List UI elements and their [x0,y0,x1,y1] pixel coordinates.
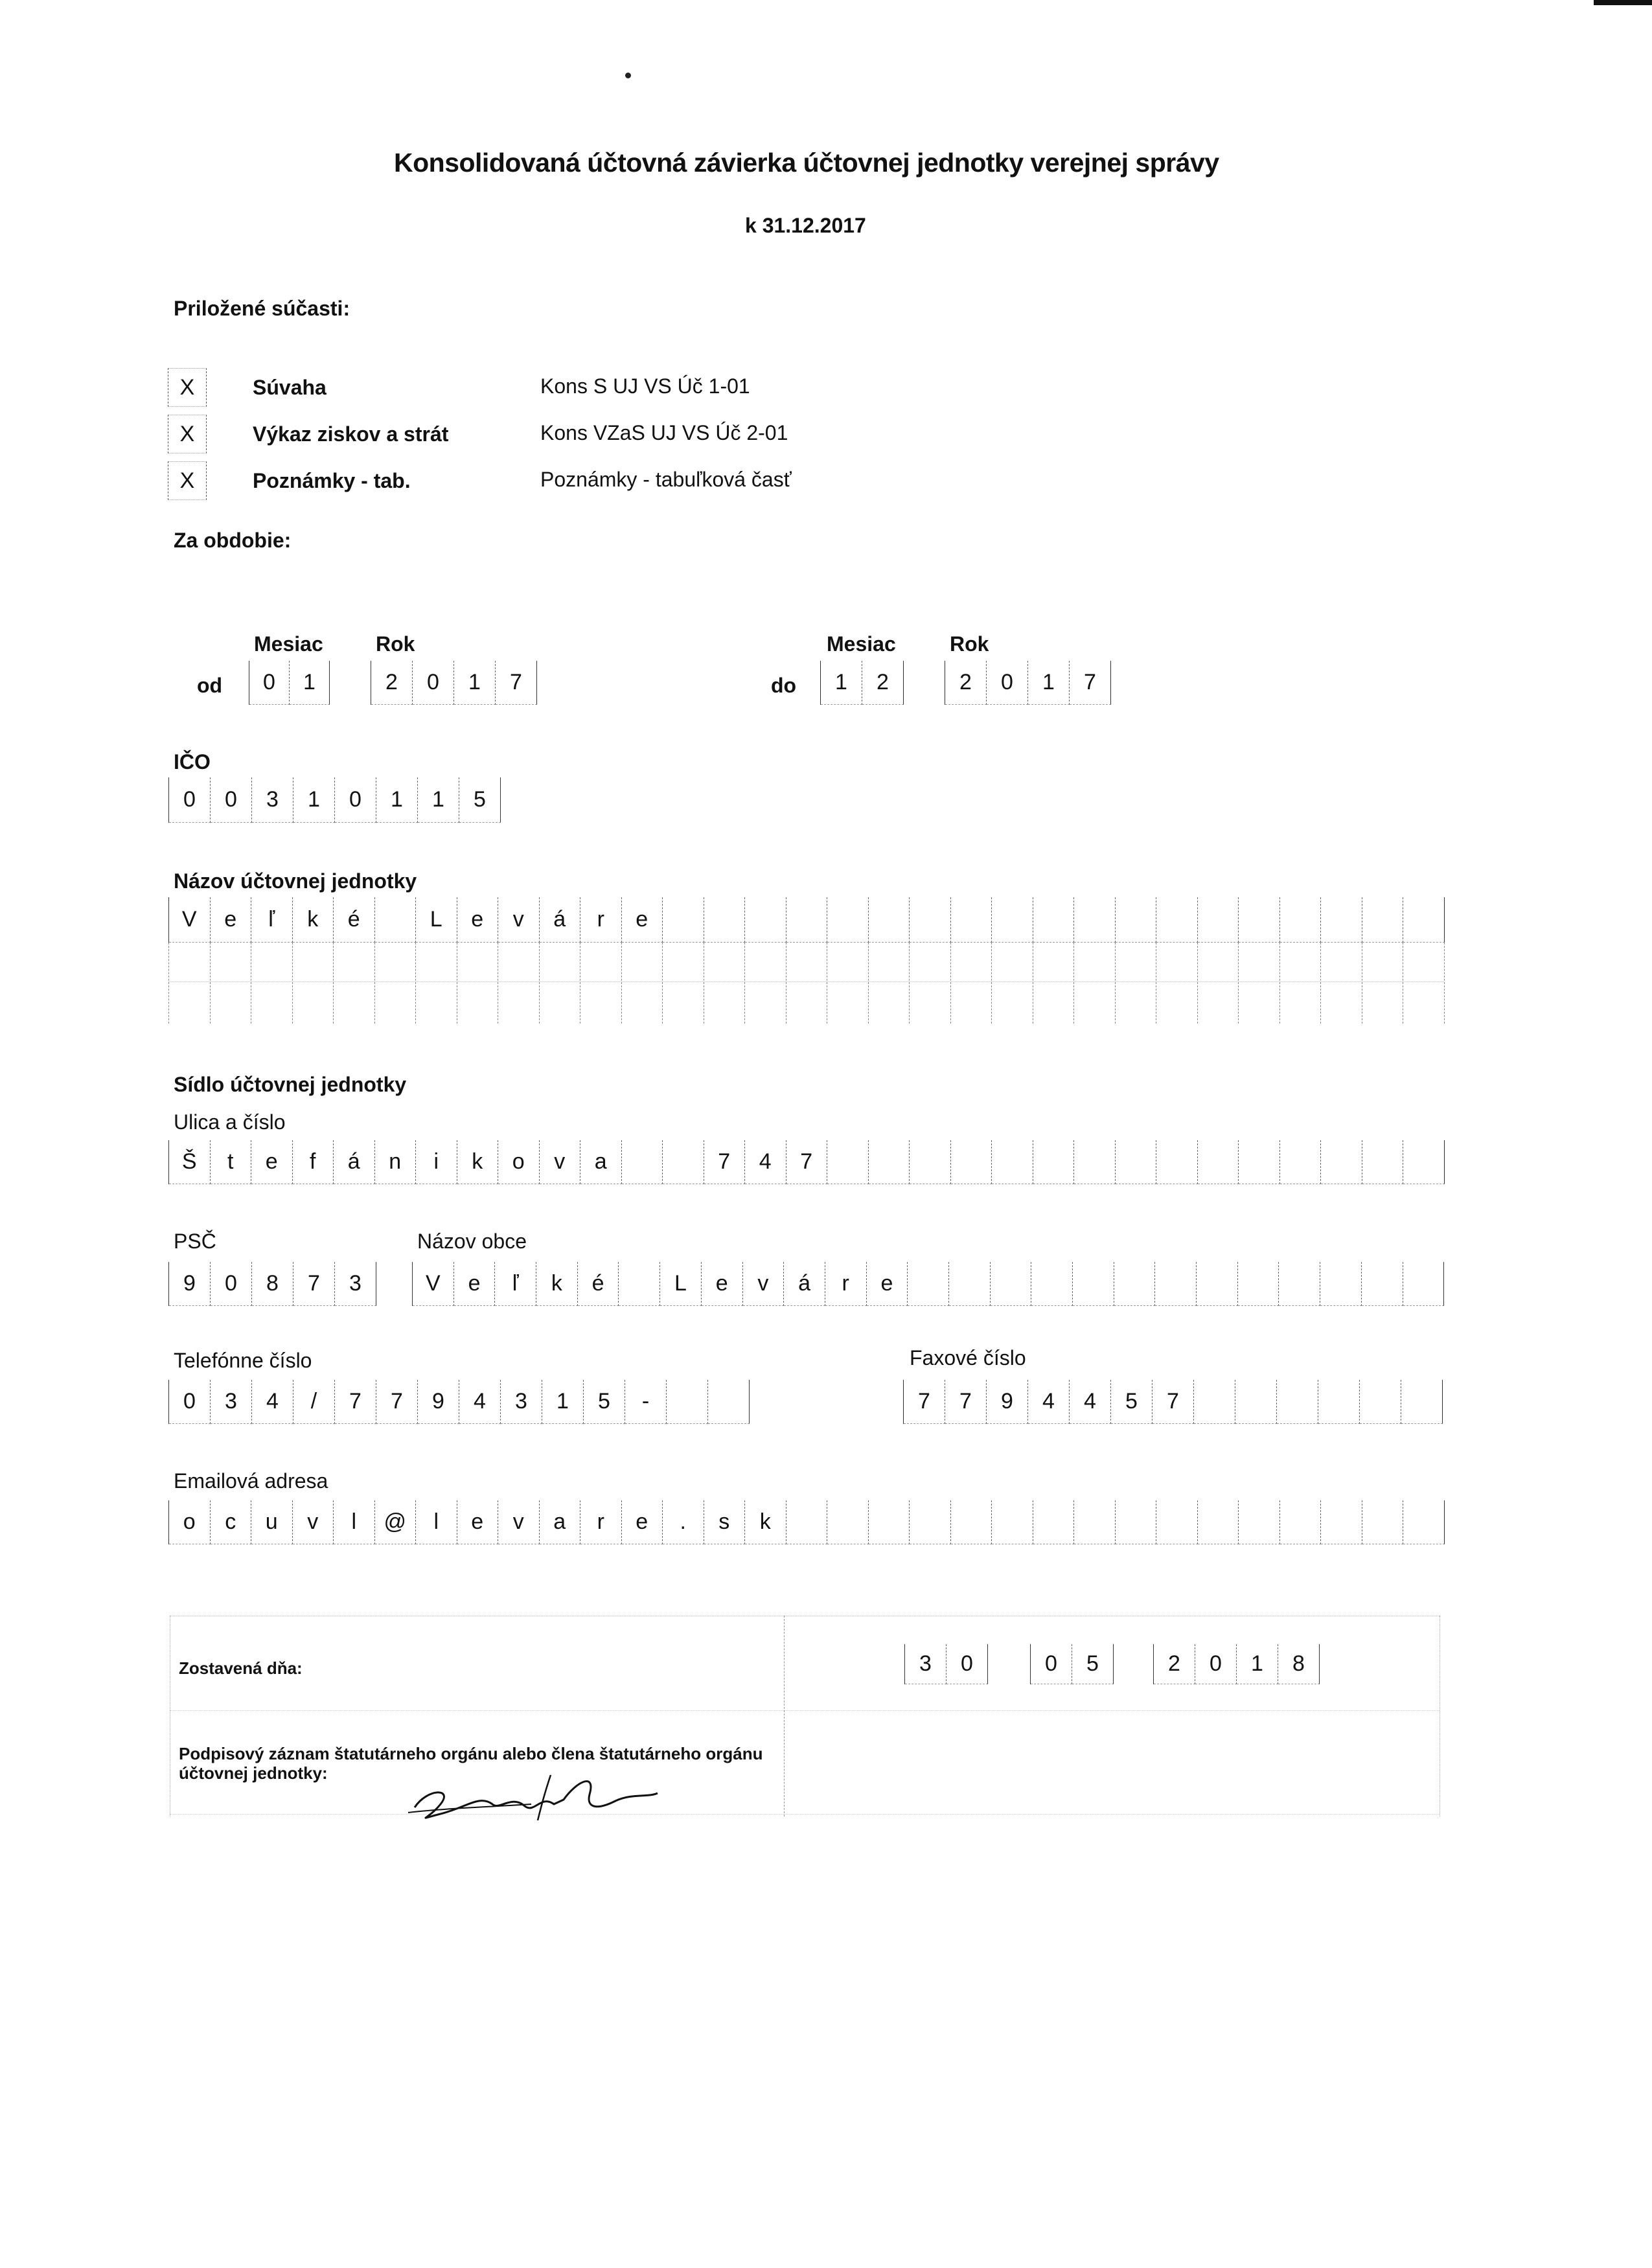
to-label: do [771,674,797,697]
char-cell: 7 [904,1380,945,1424]
grid-line [333,943,334,1024]
grid-line [168,943,169,1024]
char-cell: 1 [454,661,496,705]
char-cell [992,897,1033,943]
char-cell: 5 [459,777,501,823]
char-cell [1235,1380,1277,1424]
char-cell: 7 [704,1140,746,1184]
char-cell [869,1140,910,1184]
char-cell: 1 [1237,1644,1278,1684]
char-cell [1362,1262,1403,1306]
char-cell: ľ [251,897,293,943]
grid-line [991,943,992,1024]
char-cell [1403,897,1445,943]
compiled-date-label: Zostavená dňa: [179,1658,303,1678]
char-cell: 7 [1070,661,1111,705]
char-cell [1360,1380,1401,1424]
phone-label: Telefónne číslo [174,1349,312,1372]
email-label: Emailová adresa [174,1469,328,1493]
char-cell: 2 [945,661,987,705]
char-cell: a [580,1140,622,1184]
entity-name-label: Názov účtovnej jednotky [174,869,417,893]
char-cell: u [251,1500,293,1544]
char-cell: 2 [371,661,413,705]
street-field[interactable] [168,1140,1445,1184]
char-cell [1401,1380,1443,1424]
component-name: Súvaha [253,376,327,399]
grid-line [909,943,910,1024]
grid-line [539,943,540,1024]
char-cell: é [334,897,375,943]
char-cell: r [580,1500,622,1544]
char-cell: 4 [1070,1380,1111,1424]
char-cell: l [334,1500,375,1544]
grid-line [744,943,745,1024]
char-cell [1321,897,1362,943]
char-cell: 2 [862,661,904,705]
ico-label: IČO [174,750,211,773]
char-cell [1239,897,1280,943]
as-of-date: k 31.12.2017 [745,214,866,237]
char-cell: e [251,1140,293,1184]
char-cell: 0 [413,661,454,705]
char-cell [1114,1262,1156,1306]
char-cell [827,1140,869,1184]
char-cell: 7 [376,1380,418,1424]
char-cell [1362,897,1404,943]
char-cell [708,1380,750,1424]
char-cell: k [745,1500,786,1544]
phone-field[interactable] [168,1380,750,1424]
char-cell: k [293,897,334,943]
city-label: Názov obce [417,1230,527,1253]
char-cell [786,897,828,943]
char-cell [1116,897,1157,943]
char-cell: 0 [249,661,290,705]
char-cell: 3 [501,1380,542,1424]
component-code: Kons S UJ VS Úč 1-01 [540,374,750,398]
char-cell [992,1500,1033,1544]
char-cell: 1 [376,777,418,823]
grid-line [1197,943,1198,1024]
char-cell: 8 [1278,1644,1320,1684]
grid-line [415,943,416,1024]
char-cell: 0 [211,1262,252,1306]
char-cell [1198,1500,1239,1544]
char-cell: V [413,1262,454,1306]
char-cell: á [334,1140,375,1184]
char-cell: o [169,1500,211,1544]
char-cell [663,897,704,943]
char-cell: é [578,1262,619,1306]
entity-name-field-row1[interactable] [168,897,1445,943]
grid-line [292,943,293,1024]
char-cell [622,1140,663,1184]
char-cell [1279,1262,1320,1306]
char-cell [949,1262,991,1306]
char-cell [910,1500,951,1544]
char-cell: 1 [418,777,459,823]
char-cell: 4 [459,1380,501,1424]
char-cell [667,1380,708,1424]
char-cell [1198,897,1239,943]
char-cell: e [702,1262,743,1306]
char-cell [869,897,910,943]
grid-line [374,943,375,1024]
scan-dot [625,73,631,78]
char-cell [1197,1262,1238,1306]
char-cell [1280,1140,1322,1184]
grid-line [1115,943,1116,1024]
char-cell: 1 [293,777,335,823]
street-label: Ulica a číslo [174,1110,286,1134]
char-cell: o [498,1140,540,1184]
char-cell: . [663,1500,704,1544]
char-cell: 7 [496,661,537,705]
char-cell: L [416,897,457,943]
char-cell: Š [169,1140,211,1184]
char-cell [1321,1140,1362,1184]
char-cell: 1 [1028,661,1070,705]
to-month-field[interactable] [820,661,904,705]
char-cell: t [211,1140,252,1184]
char-cell: 0 [169,1380,211,1424]
char-cell: c [211,1500,252,1544]
char-cell: á [784,1262,825,1306]
grid-line [662,943,663,1024]
grid-line [1320,943,1321,1024]
from-month-field[interactable] [249,661,330,705]
char-cell: 8 [252,1262,293,1306]
char-cell [663,1140,704,1184]
char-cell [1198,1140,1239,1184]
char-cell: 3 [211,1380,252,1424]
char-cell: ľ [495,1262,536,1306]
char-cell: l [416,1500,457,1544]
char-cell: i [416,1140,457,1184]
char-cell: e [622,1500,663,1544]
grid-line [210,943,211,1024]
grid-line [1444,943,1445,1024]
char-cell [910,1140,951,1184]
char-cell: 3 [252,777,293,823]
char-cell: á [540,897,581,943]
char-cell [908,1262,949,1306]
char-cell: e [211,897,252,943]
char-cell: f [293,1140,334,1184]
char-cell: e [454,1262,496,1306]
char-cell [1031,1262,1073,1306]
char-cell: v [540,1140,581,1184]
char-cell: v [743,1262,785,1306]
char-cell: L [660,1262,702,1306]
char-cell: e [457,897,499,943]
char-cell: n [375,1140,417,1184]
char-cell [991,1262,1032,1306]
fax-label: Faxové číslo [910,1346,1026,1369]
to-month-label: Mesiac [827,632,896,656]
seat-heading: Sídlo účtovnej jednotky [174,1073,407,1096]
compiled-month-field[interactable] [1030,1644,1114,1684]
from-year-field[interactable] [371,661,537,705]
char-cell [1074,1500,1116,1544]
char-cell: @ [375,1500,417,1544]
char-cell [1156,1140,1198,1184]
char-cell: 0 [335,777,376,823]
char-cell: 4 [252,1380,293,1424]
char-cell [1403,1140,1445,1184]
char-cell [1194,1380,1235,1424]
char-cell [1155,1262,1197,1306]
component-name: Poznámky - tab. [253,469,411,492]
grid-line [621,943,622,1024]
char-cell: / [293,1380,335,1424]
char-cell: a [540,1500,581,1544]
char-cell [704,897,746,943]
char-cell [1321,1500,1362,1544]
signature-label-line2: účtovnej jednotky: [179,1763,328,1783]
char-cell: v [498,1500,540,1544]
grid-line [168,981,1444,982]
char-cell [375,897,417,943]
char-cell: e [457,1500,499,1544]
handwritten-signature [402,1769,674,1827]
psc-field[interactable] [168,1262,376,1306]
char-cell [992,1140,1033,1184]
char-cell [1033,1140,1075,1184]
char-cell [1033,1500,1075,1544]
char-cell: 3 [335,1262,376,1306]
char-cell [745,897,786,943]
char-cell: 0 [211,777,252,823]
char-cell: 0 [987,661,1028,705]
char-cell: 0 [1031,1644,1072,1684]
char-cell [1239,1140,1280,1184]
char-cell: 5 [584,1380,625,1424]
char-cell [1239,1500,1280,1544]
to-year-field[interactable] [945,661,1111,705]
char-cell: 5 [1111,1380,1153,1424]
char-cell [1277,1380,1318,1424]
char-cell [1403,1262,1445,1306]
compiled-year-field[interactable] [1153,1644,1320,1684]
char-cell: v [498,897,540,943]
checkbox-balance-sheet[interactable]: X [168,368,207,407]
components-heading: Priložené súčasti: [174,297,350,320]
signature-frame-bottom [170,1814,1440,1815]
char-cell: 7 [786,1140,828,1184]
char-cell [1033,897,1075,943]
char-cell [951,1140,992,1184]
char-cell [1280,1500,1322,1544]
char-cell [1073,1262,1114,1306]
char-cell [1362,1140,1404,1184]
char-cell: 3 [905,1644,946,1684]
fax-field[interactable] [903,1380,1443,1424]
char-cell: 0 [169,777,211,823]
char-cell: 9 [987,1380,1028,1424]
grid-line [1279,943,1280,1024]
char-cell [1362,1500,1404,1544]
from-label: od [197,674,223,697]
email-field[interactable] [168,1500,1445,1544]
char-cell [910,897,951,943]
from-month-label: Mesiac [254,632,323,656]
char-cell: 7 [335,1380,376,1424]
char-cell: 7 [945,1380,987,1424]
signature-frame-mid [170,1710,1440,1711]
char-cell: k [457,1140,499,1184]
from-year-label: Rok [376,632,415,656]
char-cell: 5 [1072,1644,1114,1684]
char-cell: V [169,897,211,943]
period-heading: Za obdobie: [174,529,292,552]
char-cell: s [704,1500,746,1544]
char-cell: 4 [1028,1380,1070,1424]
component-code: Kons VZaS UJ VS Úč 2-01 [540,421,788,444]
component-name: Výkaz ziskov a strát [253,422,449,446]
signature-frame-divider [784,1616,785,1816]
checkbox-notes[interactable]: X [168,461,207,500]
char-cell: 0 [1195,1644,1237,1684]
char-cell [951,1500,992,1544]
char-cell: 1 [290,661,330,705]
char-cell [1074,1140,1116,1184]
char-cell [786,1500,828,1544]
compiled-day-field[interactable] [904,1644,988,1684]
char-cell: 7 [1153,1380,1194,1424]
char-cell [1156,897,1198,943]
char-cell [951,897,992,943]
char-cell: r [580,897,622,943]
char-cell [869,1500,910,1544]
char-cell: 4 [745,1140,786,1184]
char-cell: 9 [418,1380,459,1424]
char-cell [827,1500,869,1544]
page-title: Konsolidovaná účtovná závierka účtovnej jednotky verejnej správy [394,148,1219,178]
char-cell [619,1262,660,1306]
char-cell [1403,1500,1445,1544]
component-code: Poznámky - tabuľková časť [540,468,792,491]
char-cell: 1 [821,661,862,705]
psc-label: PSČ [174,1230,216,1253]
char-cell [1074,897,1116,943]
checkbox-income-statement[interactable]: X [168,415,207,453]
char-cell: 7 [293,1262,335,1306]
char-cell: r [825,1262,867,1306]
to-year-label: Rok [950,632,989,656]
char-cell: 9 [169,1262,211,1306]
char-cell [1320,1262,1362,1306]
grid-line [1073,943,1074,1024]
char-cell: 0 [946,1644,988,1684]
grid-line [950,943,951,1024]
grid-line [868,943,869,1024]
char-cell [1280,897,1322,943]
char-cell: 2 [1154,1644,1195,1684]
scan-edge-mark [1594,0,1652,5]
char-cell [827,897,869,943]
grid-line [1238,943,1239,1024]
city-field[interactable] [412,1262,1444,1306]
char-cell [1156,1500,1198,1544]
char-cell: e [867,1262,908,1306]
signature-label-line1: Podpisový záznam štatutárneho orgánu alebo člena štatutárneho orgánu [179,1744,763,1763]
char-cell [1116,1500,1157,1544]
char-cell: - [625,1380,667,1424]
char-cell: v [293,1500,334,1544]
char-cell [1116,1140,1157,1184]
entity-name-field-row2[interactable] [168,943,1444,1024]
ico-field[interactable] [168,777,501,823]
char-cell: 1 [542,1380,584,1424]
char-cell: k [536,1262,578,1306]
char-cell [1318,1380,1360,1424]
char-cell [1238,1262,1279,1306]
char-cell: e [622,897,663,943]
